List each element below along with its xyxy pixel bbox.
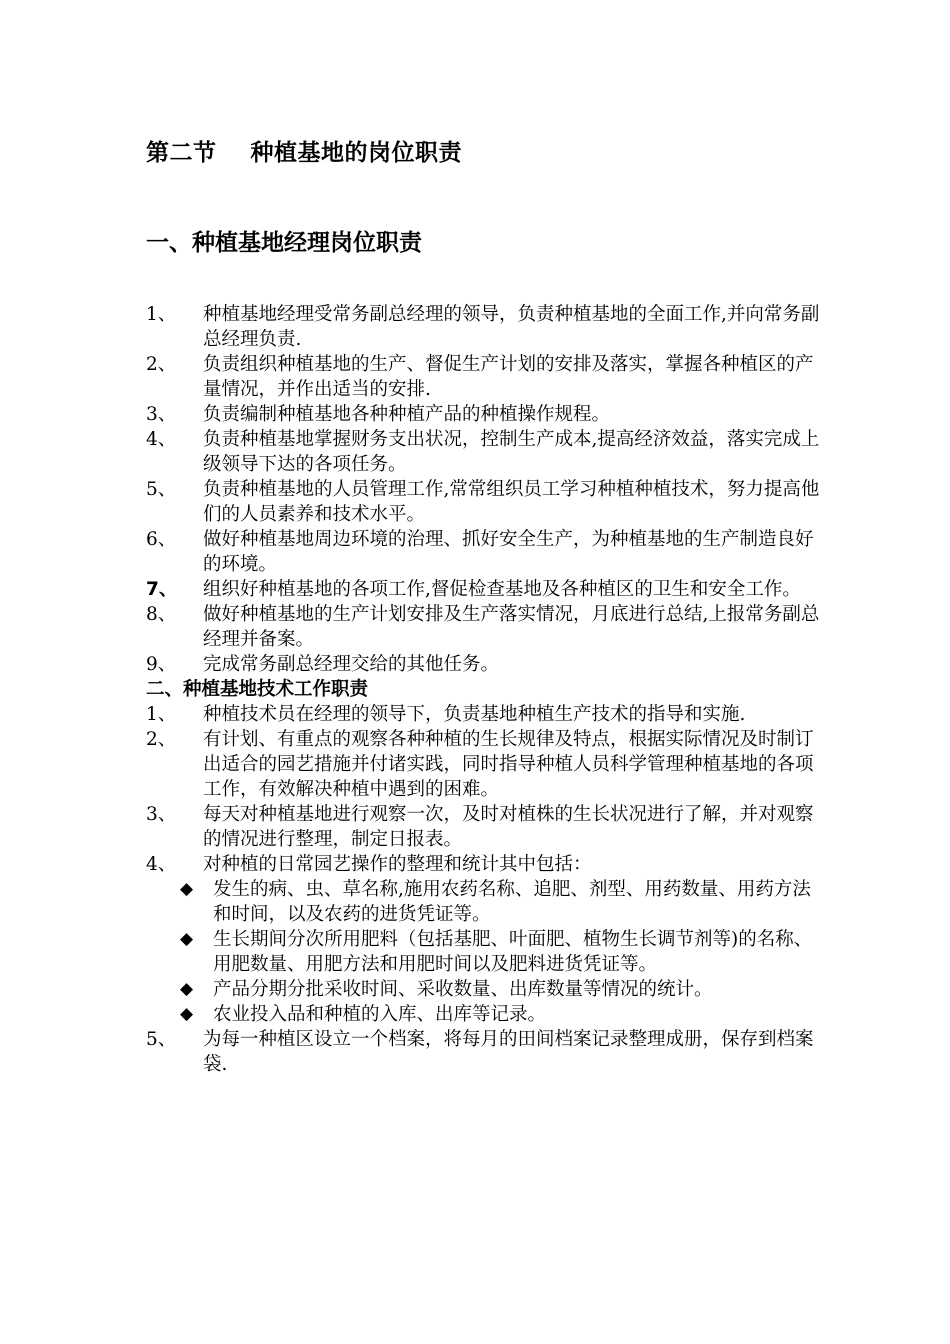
item-number: 5、 — [146, 479, 177, 500]
item-text: 组织好种植基地的各项工作,督促检查基地及各种植区的卫生和安全工作。 — [203, 579, 801, 600]
item-number: 7、 — [146, 579, 178, 600]
item-text: 做好种植基地周边环境的治理、抓好安全生产，为种植基地的生产制造良好的环境。 — [203, 529, 814, 575]
list-item — [146, 852, 826, 877]
diamond-bullet-icon: ◆ — [180, 879, 194, 899]
list-item — [146, 302, 826, 352]
item-number: 4、 — [146, 854, 177, 875]
list-item — [146, 652, 826, 677]
diamond-bullet-icon: ◆ — [180, 1004, 194, 1024]
item-number: 9、 — [146, 654, 177, 675]
item-text: 每天对种植基地进行观察一次，及时对植株的生长状况进行了解，并对观察的情况进行整理，制定日报表。 — [203, 804, 814, 850]
item-text: 负责种植基地掌握财务支出状况，控制生产成本,提高经济效益，落实完成上级领导下达的各项任务。 — [203, 429, 820, 475]
list-item — [146, 427, 826, 477]
item-text: 做好种植基地的生产计划安排及生产落实情况，月底进行总结,上报常务副总经理并备案。 — [203, 604, 820, 650]
item-number: 6、 — [146, 529, 177, 550]
section-heading-technical: 二、种植基地技术工作职责 — [146, 679, 369, 700]
bullet-text: 发生的病、虫、草名称,施用农药名称、追肥、剂型、用药数量、用药方法和时间，以及农药的进货凭证等。 — [213, 879, 811, 925]
bullet-text: 产品分期分批采收时间、采收数量、出库数量等情况的统计。 — [213, 979, 713, 1000]
item-text: 为每一种植区设立一个档案，将每月的田间档案记录整理成册，保存到档案袋. — [203, 1029, 814, 1075]
item-number: 3、 — [146, 804, 177, 825]
item-number: 2、 — [146, 354, 177, 375]
item-text: 种植技术员在经理的领导下，负责基地种植生产技术的指导和实施. — [203, 704, 746, 725]
item-text: 对种植的日常园艺操作的整理和统计其中包括： — [203, 854, 592, 875]
list-item — [146, 702, 826, 727]
item-number: 5、 — [146, 1029, 177, 1050]
list-item — [146, 602, 826, 652]
item-number: 4、 — [146, 429, 177, 450]
bullet-list — [180, 877, 826, 1027]
list-item — [146, 802, 826, 852]
item-text: 有计划、有重点的观察各种种植的生长规律及特点，根据实际情况及时制订出适合的园艺措施并付诸实践，同时指导种植人员科学管理种植基地的各项工作，有效解决种植中遇到的困难。 — [203, 729, 814, 800]
bullet-item — [180, 927, 826, 977]
diamond-bullet-icon: ◆ — [180, 929, 194, 949]
bullet-text: 农业投入品和种植的入库、出库等记录。 — [213, 1004, 547, 1025]
bullet-item — [180, 1002, 826, 1027]
list-item — [146, 352, 826, 402]
duty-list — [146, 302, 826, 1077]
list-item — [146, 1027, 826, 1077]
item-text: 种植基地经理受常务副总经理的领导，负责种植基地的全面工作,并向常务副总经理负责. — [203, 304, 820, 350]
list-item — [146, 727, 826, 802]
item-number: 1、 — [146, 304, 177, 325]
item-number: 3、 — [146, 404, 177, 425]
page-title: 第二节 种植基地的岗位职责 — [146, 140, 463, 166]
list-item — [146, 477, 826, 527]
list-item — [146, 402, 826, 427]
item-number: 1、 — [146, 704, 177, 725]
bullet-item — [180, 977, 826, 1002]
item-text: 负责种植基地的人员管理工作,常常组织员工学习种植种植技术，努力提高他们的人员素养和技术水平。 — [203, 479, 820, 525]
bullet-item — [180, 877, 826, 927]
item-number: 8、 — [146, 604, 177, 625]
list-item — [146, 577, 826, 602]
diamond-bullet-icon: ◆ — [180, 979, 194, 999]
item-text: 完成常务副总经理交给的其他任务。 — [203, 654, 500, 675]
item-text: 负责编制种植基地各种种植产品的种植操作规程。 — [203, 404, 611, 425]
item-text: 负责组织种植基地的生产、督促生产计划的安排及落实，掌握各种植区的产量情况，并作出适当的安排. — [203, 354, 814, 400]
bullet-text: 生长期间分次所用肥料（包括基肥、叶面肥、植物生长调节剂等)的名称、用肥数量、用肥方法和用肥时间以及肥料进货凭证等。 — [213, 929, 813, 975]
item-number: 2、 — [146, 729, 177, 750]
list-item — [146, 527, 826, 577]
section-heading-manager: 一、种植基地经理岗位职责 — [146, 230, 422, 256]
